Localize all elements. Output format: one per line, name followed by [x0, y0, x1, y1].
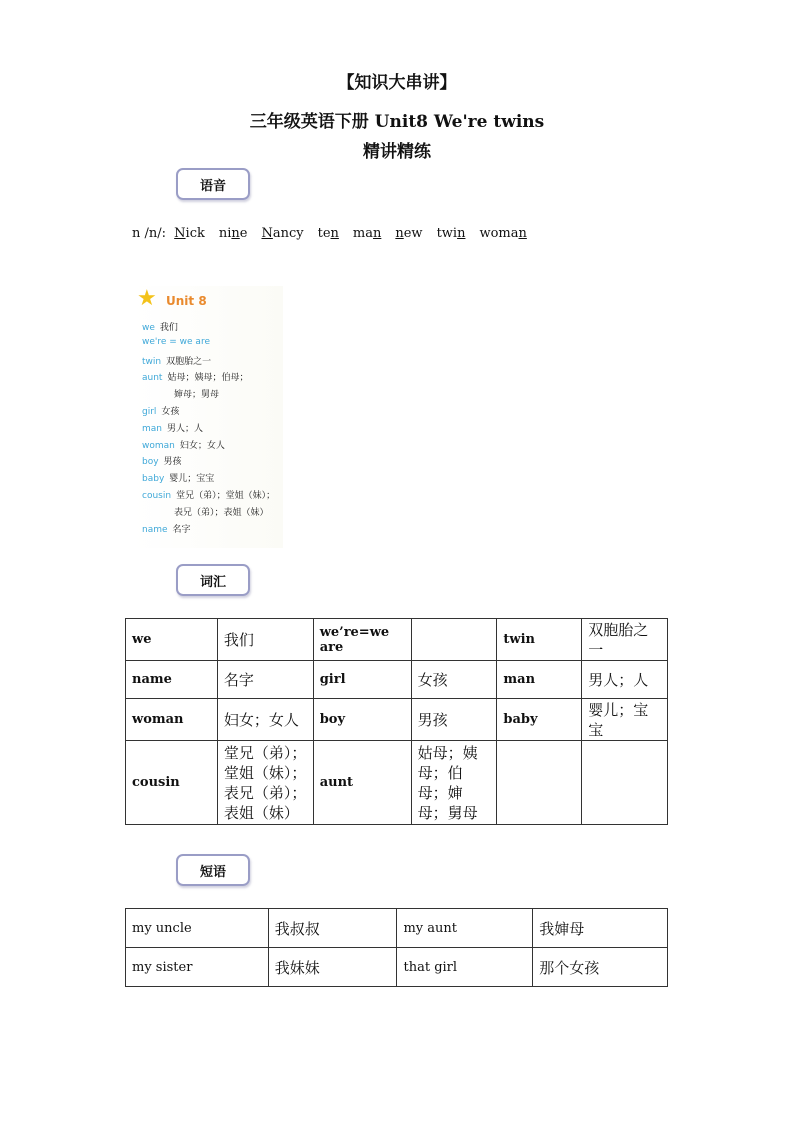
phrase-chinese: 我妹妹 [268, 948, 397, 987]
vocab-word: aunt [313, 741, 411, 825]
vocab-word: girl [313, 661, 411, 699]
vocab-word: we [126, 619, 218, 661]
textbook-entry: we 我们 [142, 323, 178, 333]
vocab-meaning: 女孩 [411, 661, 497, 699]
unit-label: Unit 8 [166, 294, 207, 308]
textbook-entry: man 男人；人 [142, 423, 204, 434]
vocab-word: baby [497, 699, 582, 741]
textbook-entry: baby 婴儿；宝宝 [142, 474, 215, 485]
phonics-word: woman [479, 226, 527, 241]
vocab-word: cousin [126, 741, 218, 825]
phrase-chinese: 我婶母 [533, 909, 668, 948]
textbook-entry: girl 女孩 [142, 407, 180, 417]
phonics-word: Nancy [261, 226, 304, 241]
vocab-word [497, 741, 582, 825]
phonics-word: twin [436, 226, 466, 241]
phonics-word: new [395, 226, 423, 241]
vocab-meaning [411, 619, 497, 661]
vocab-meaning: 双胞胎之一 [582, 619, 668, 661]
phonics-word: nine [218, 226, 248, 241]
phonics-prefix: n /n/: [132, 226, 167, 241]
vocab-meaning: 姑母；姨母；伯母；婶母；舅母 [411, 741, 497, 825]
vocab-word: twin [497, 619, 582, 661]
phrase-chinese: 那个女孩 [533, 948, 668, 987]
textbook-entry: 表兄（弟）；表姐（妹） [174, 507, 269, 518]
vocab-word: name [126, 661, 218, 699]
phonics-line [132, 226, 541, 241]
vocab-word: woman [126, 699, 218, 741]
vocab-meaning: 名字 [217, 661, 313, 699]
textbook-entry: boy 男孩 [142, 457, 182, 468]
phonics-word: ten [317, 226, 339, 241]
textbook-entry: twin 双胞胎之一 [142, 356, 212, 367]
section-phrases: 短语 [176, 854, 250, 886]
vocab-meaning [582, 741, 668, 825]
vocab-meaning: 婴儿；宝宝 [582, 699, 668, 741]
star-icon: ★ [137, 286, 157, 311]
subtitle: 精讲精练 [363, 142, 431, 162]
textbook-entry: cousin 堂兄（弟）；堂姐（妹）； [142, 491, 276, 501]
vocab-meaning: 妇女；女人 [217, 699, 313, 741]
textbook-entry: we're = we are [142, 336, 210, 347]
vocab-table [125, 618, 668, 825]
vocab-meaning: 男孩 [411, 699, 497, 741]
phrase-english: my aunt [397, 909, 533, 948]
vocab-meaning: 我们 [217, 619, 313, 661]
table-row [126, 948, 668, 987]
table-row [126, 741, 668, 825]
vocab-word: man [497, 661, 582, 699]
textbook-entry: aunt 姑母；姨母；伯母； [142, 373, 249, 384]
vocab-word: we’re=we are [313, 619, 411, 661]
vocab-meaning: 堂兄（弟）；堂姐（妹）；表兄（弟）；表姐（妹） [217, 741, 313, 825]
textbook-entry: 婶母；舅母 [174, 390, 220, 401]
lesson-title: 三年级英语下册 Unit8 We're twins [249, 112, 545, 132]
phrase-english: that girl [397, 948, 533, 987]
phrase-english: my uncle [126, 909, 269, 948]
section-vocabulary: 词汇 [176, 564, 250, 596]
phonics-word: man [352, 226, 382, 241]
phonics-word: Nick [174, 226, 205, 241]
textbook-entry: woman 妇女；女人 [142, 440, 225, 451]
bracket-title: 【知识大串讲】 [337, 73, 457, 93]
phrase-english: my sister [126, 948, 269, 987]
vocab-meaning: 男人；人 [582, 661, 668, 699]
section-phonics: 语音 [176, 168, 250, 200]
table-row [126, 661, 668, 699]
table-row [126, 909, 668, 948]
phrase-chinese: 我叔叔 [268, 909, 397, 948]
phrase-table [125, 908, 668, 987]
table-row [126, 699, 668, 741]
table-row [126, 619, 668, 661]
vocab-word: boy [313, 699, 411, 741]
textbook-entry: name 名字 [142, 524, 191, 535]
textbook-vocab-image [133, 286, 283, 548]
